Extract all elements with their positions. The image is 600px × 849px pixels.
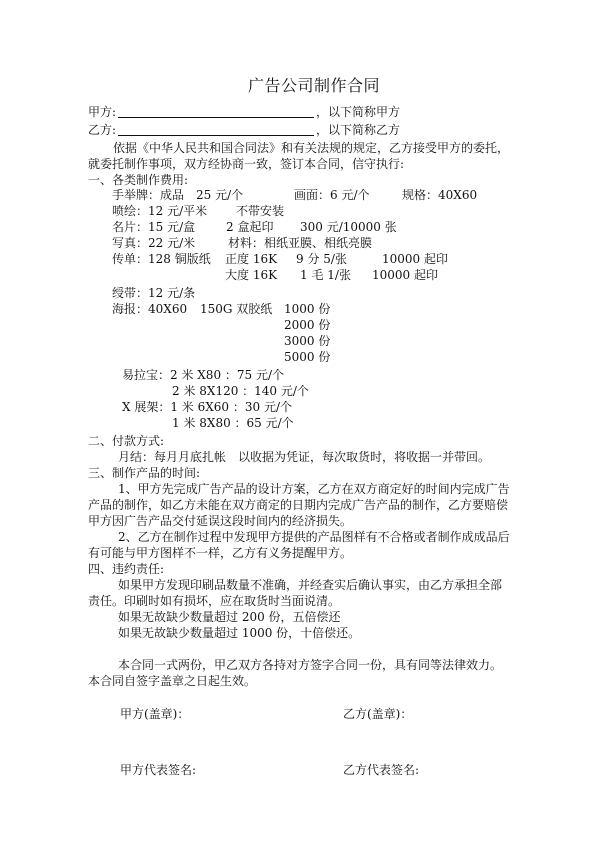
paragraph-line: 2、乙方在制作过程中发现甲方提供的产品图样有不合格或者制作成成品后 <box>118 530 510 544</box>
fee-item: 正度 16K <box>225 252 278 266</box>
party-b-blank[interactable] <box>118 123 314 136</box>
paragraph-line: 甲方因广告产品交付延误这段时间内的经济损失。 <box>88 514 353 528</box>
fee-item: 1000 份 <box>284 302 331 316</box>
fee-item: 易拉宝：2 米 X80 ：75 元/个 <box>122 368 285 382</box>
fee-item: 不带安装 <box>236 204 285 218</box>
party-a-seal-label: 甲方(盖章)： <box>120 707 190 721</box>
fee-item: 手举牌：成品 25 元/个 <box>112 188 244 202</box>
fee-item: 3000 份 <box>284 334 331 348</box>
fee-item: 2 盒起印 <box>226 220 274 234</box>
fee-item: 1 毛 1/张 <box>300 268 351 282</box>
fee-item: 300 元/10000 张 <box>300 220 397 234</box>
fee-item: 5000 份 <box>284 350 331 364</box>
fee-item: 大度 16K <box>225 268 278 282</box>
paragraph-line: 1、甲方先完成广告产品的设计方案，乙方在双方商定好的时间内完成广告 <box>118 482 510 496</box>
party-a-rep-label: 甲方代表签名: <box>120 763 197 777</box>
fee-item: 材料：相纸亚膜、相纸亮膜 <box>228 236 373 250</box>
party-b-suffix: ，以下简称乙方 <box>316 123 401 137</box>
fee-item: 画面：6 元/个 <box>294 188 370 202</box>
fee-item: 10000 起印 <box>382 252 448 266</box>
fee-item: 海报：40X60 <box>112 302 188 316</box>
party-a-label: 甲方: <box>88 105 117 119</box>
fee-item: 2000 份 <box>284 318 331 332</box>
party-a-line <box>88 104 400 120</box>
intro-line: 就委托制作事项，双方经协商一致，签订本合同，信守执行: <box>88 157 405 171</box>
paragraph-line: 产品的制作，如乙方未能在双方商定的日期内完成广告产品的制作，乙方要赔偿 <box>88 498 509 512</box>
fee-item: 绶带：12 元/条 <box>112 286 196 300</box>
paragraph-line: 责任。印刷时如有损坏，应在取货时当面说清。 <box>88 594 341 608</box>
page-title: 广告公司制作合同 <box>248 76 381 95</box>
paragraph-line: 有可能与甲方图样不一样，乙方有义务提醒甲方。 <box>88 546 353 560</box>
party-a-blank[interactable] <box>118 105 314 118</box>
closing-line: 本合同一式两份，甲乙双方各持对方签字合同一份，具有同等法律效力。 <box>118 658 503 672</box>
fee-item: 写真：22 元/米 <box>112 236 196 250</box>
section-heading: 一、各类制作费用: <box>88 173 189 187</box>
fee-item: 10000 起印 <box>372 268 438 282</box>
paragraph-line: 如果甲方发现印刷品数量不准确，并经查实后确认事实，由乙方承担全部 <box>118 578 503 592</box>
closing-line: 本合同自签字盖章之日起生效。 <box>88 674 257 688</box>
payment-line: 月结：每月月底扎帐 以收据为凭证，每次取货时，将收据一并带回。 <box>118 450 491 464</box>
fee-item: 1 米 8X80 ：65 元/个 <box>172 416 294 430</box>
fee-item: 规格：40X60 <box>402 188 478 202</box>
section-heading: 二、付款方式: <box>88 434 165 448</box>
fee-item: 9 分 5/张 <box>296 252 347 266</box>
party-b-label: 乙方: <box>88 123 117 137</box>
fee-item: 传单：128 铜版纸 <box>112 252 211 266</box>
fee-item: 名片：15 元/盒 <box>112 220 196 234</box>
party-b-seal-label: 乙方(盖章)： <box>343 707 413 721</box>
fee-item: 2 米 8X120 ：140 元/个 <box>172 384 309 398</box>
section-heading: 四、违约责任: <box>88 562 165 576</box>
intro-line: 依据《中华人民共和国合同法》和有关法规的规定，乙方接受甲方的委托， <box>113 141 510 155</box>
fee-item: 喷绘：12 元/平米 <box>112 204 208 218</box>
party-a-suffix: ，以下简称甲方 <box>316 105 401 119</box>
party-b-line <box>88 122 400 138</box>
fee-item: 150G 双胶纸 <box>200 302 273 316</box>
party-b-rep-label: 乙方代表签名: <box>343 763 420 777</box>
fee-item: X 展架：1 米 6X60 ：30 元/个 <box>122 400 293 414</box>
section-heading: 三、制作产品的时间: <box>88 466 201 480</box>
paragraph-line: 如果无故缺少数量超过 200 份，五倍偿还 <box>118 610 341 624</box>
paragraph-line: 如果无故缺少数量超过 1000 份，十倍偿还。 <box>118 626 361 640</box>
